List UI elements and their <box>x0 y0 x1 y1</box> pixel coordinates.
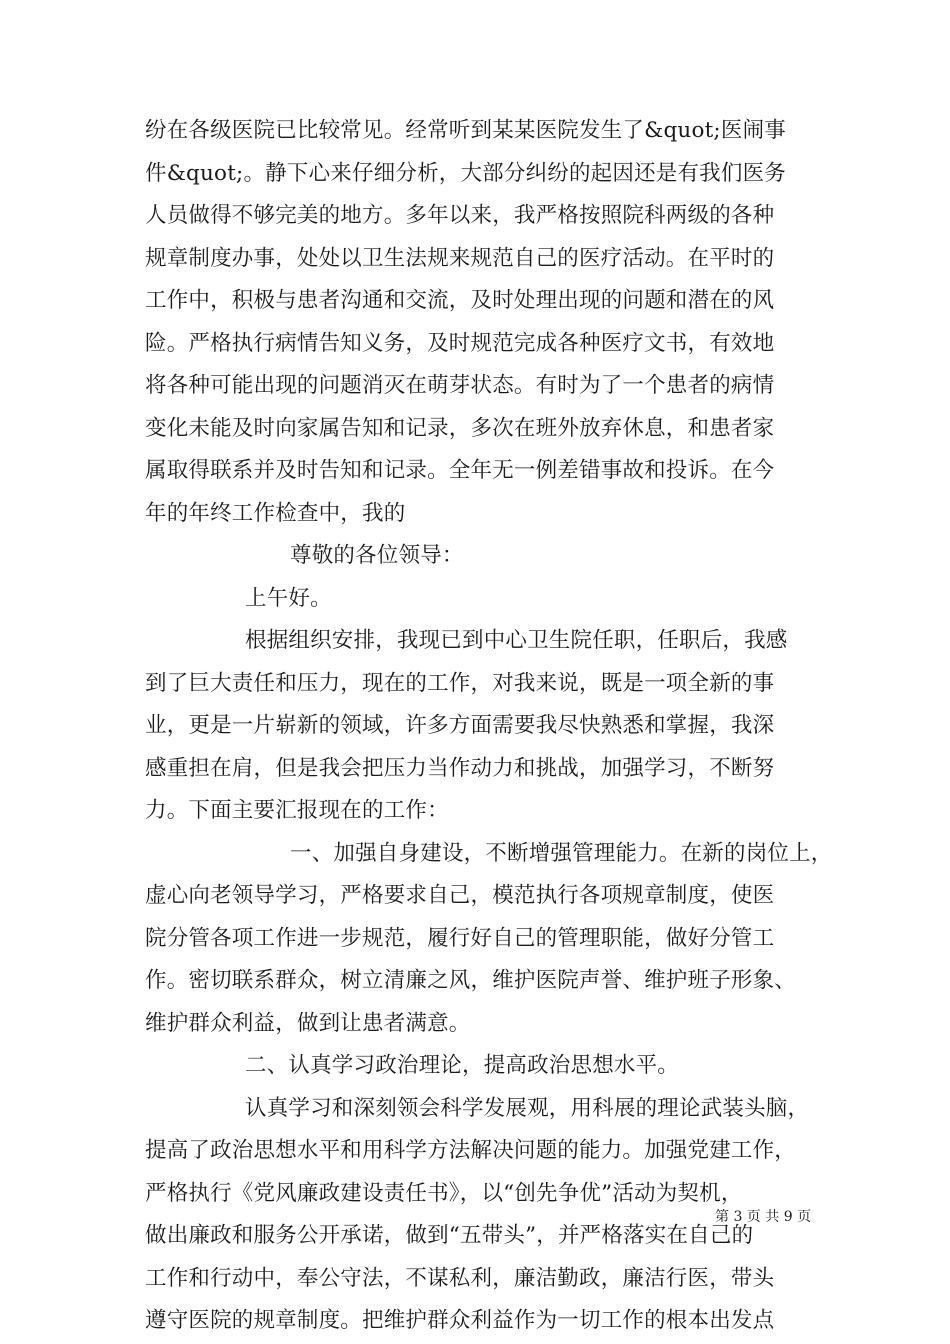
text-line: 将各种可能出现的问题消灭在萌芽状态。有时为了一个患者的病情 <box>145 373 775 398</box>
text-line: 院分管各项工作进一步规范，履行好自己的管理职能，做好分管工 <box>145 925 775 951</box>
text-line: 工作中，积极与患者沟通和交流，及时处理出现的问题和潜在的风 <box>145 288 775 313</box>
text-line: 做出廉政和服务公开承诺，做到“五带头”，并严格落实在自己的 <box>145 1223 754 1248</box>
text-line: 上午好。 <box>245 585 332 611</box>
text-line: 维护群众利益，做到让患者满意。 <box>145 1010 471 1036</box>
text-line: 工作和行动中，奉公守法，不谋私利，廉洁勤政，廉洁行医，带头 <box>145 1265 775 1291</box>
text-line: 力。下面主要汇报现在的工作： <box>145 798 449 823</box>
text-line: 件&quot;。静下心来仔细分析，大部分纠纷的起因还是有我们医务 <box>145 160 786 186</box>
text-line: 人员做得不够完美的地方。多年以来，我严格按照院科两级的各种 <box>145 203 775 228</box>
text-line: 年的年终工作检查中，我的 <box>145 500 406 526</box>
text-line: 根据组织安排，我现已到中心卫生院任职，任职后，我感 <box>245 628 788 653</box>
body-text <box>145 110 833 1343</box>
text-line: 认真学习和深刻领会科学发展观，用科展的理论武装头脑， <box>245 1095 810 1121</box>
text-line: 业，更是一片崭新的领域，许多方面需要我尽快熟悉和掌握，我深 <box>145 713 775 738</box>
text-line: 虚心向老领导学习，严格要求自己，模范执行各项规章制度，使医 <box>145 883 775 908</box>
text-line: 作。密切联系群众，树立清廉之风，维护医院声誉、维护班子形象、 <box>145 968 797 993</box>
text-line: 变化未能及时向家属告知和记录，多次在班外放弃休息，和患者家 <box>145 415 775 441</box>
text-line: 二、认真学习政治理论，提高政治思想水平。 <box>245 1053 680 1078</box>
text-line: 到了巨大责任和压力，现在的工作，对我来说，既是一项全新的事 <box>145 670 775 696</box>
text-line: 提高了政治思想水平和用科学方法解决问题的能力。加强党建工作， <box>145 1138 797 1163</box>
text-line: 尊敬的各位领导： <box>290 543 464 568</box>
text-line: 规章制度办事，处处以卫生法规来规范自己的医疗活动。在平时的 <box>145 245 775 271</box>
text-line: 险。严格执行病情告知义务，及时规范完成各种医疗文书，有效地 <box>145 330 775 356</box>
text-line: 严格执行《党风廉政建设责任书》，以“创先争优”活动为契机， <box>145 1180 743 1206</box>
page-number-footer: 第 3 页 共 9 页 <box>715 1209 812 1225</box>
text-line: 纷在各级医院已比较常见。经常听到某某医院发生了&quot;医闹事 <box>145 118 786 143</box>
text-line: 一、加强自身建设，不断增强管理能力。在新的岗位上， <box>290 840 833 866</box>
text-line: 感重担在肩，但是我会把压力当作动力和挑战，加强学习，不断努 <box>145 755 775 781</box>
text-line: 属取得联系并及时告知和记录。全年无一例差错事故和投诉。在今 <box>145 458 775 483</box>
text-line: 遵守医院的规章制度。把维护群众利益作为一切工作的根本出发点 <box>145 1308 775 1333</box>
